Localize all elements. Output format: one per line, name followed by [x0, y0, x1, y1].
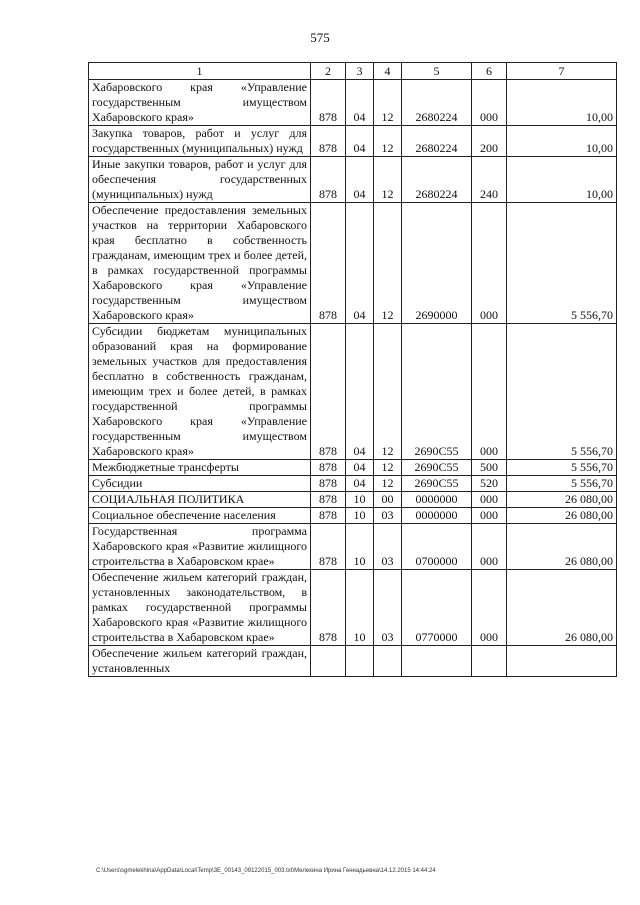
- row-target-cell: 2680224: [402, 80, 472, 126]
- row-subsection-cell: 00: [374, 492, 402, 508]
- row-section-cell: 04: [346, 324, 374, 460]
- table-row: [89, 157, 617, 203]
- row-name-cell: Закупка товаров, работ и услуг для государственных (муниципальных) нужд: [89, 126, 311, 157]
- row-amount-cell: 5 556,70: [507, 476, 617, 492]
- row-name-cell: Межбюджетные трансферты: [89, 460, 311, 476]
- row-expense-type-cell: 000: [472, 203, 507, 324]
- row-code-cell: 878: [311, 524, 346, 570]
- row-amount-cell: 10,00: [507, 126, 617, 157]
- row-expense-type-cell: 000: [472, 80, 507, 126]
- row-name-cell: Субсидии бюджетам муниципальных образований края на формирование земельных участков для предоставления бесплатно в собственность гражданам, имеющим трех и более детей, в рамках государственной программы Хабаровского края «Управление государственным имуществом Хабаровского края»: [89, 324, 311, 460]
- table-row: [89, 126, 617, 157]
- row-section-cell: 10: [346, 492, 374, 508]
- row-subsection-cell: 12: [374, 157, 402, 203]
- row-subsection-cell: 03: [374, 508, 402, 524]
- row-amount-cell: [507, 646, 617, 677]
- column-header: 3: [346, 63, 374, 80]
- row-code-cell: 878: [311, 476, 346, 492]
- row-name-cell: СОЦИАЛЬНАЯ ПОЛИТИКА: [89, 492, 311, 508]
- row-target-cell: 0770000: [402, 570, 472, 646]
- row-section-cell: 04: [346, 460, 374, 476]
- row-amount-cell: 26 080,00: [507, 492, 617, 508]
- column-header: 1: [89, 63, 311, 80]
- row-code-cell: 878: [311, 508, 346, 524]
- row-name-cell: Хабаровского края «Управление государственным имуществом Хабаровского края»: [89, 80, 311, 126]
- row-name-cell: Обеспечение жильем категорий граждан, установленных: [89, 646, 311, 677]
- row-section-cell: 10: [346, 570, 374, 646]
- row-code-cell: 878: [311, 492, 346, 508]
- row-expense-type-cell: 000: [472, 508, 507, 524]
- row-code-cell: 878: [311, 80, 346, 126]
- row-code-cell: 878: [311, 203, 346, 324]
- row-amount-cell: 10,00: [507, 80, 617, 126]
- row-expense-type-cell: 000: [472, 570, 507, 646]
- table-row: [89, 460, 617, 476]
- footer-file-path: C:\Users\sgmelekhina\AppData\Local\Temp\3E_00143_09122015_003.txt\Мелехина Ирина Геннадьевна\14.12.2015 14:44:24: [96, 868, 436, 874]
- row-target-cell: 2690000: [402, 203, 472, 324]
- table-header-row: [89, 63, 617, 80]
- table-row: [89, 492, 617, 508]
- row-name-cell: Субсидии: [89, 476, 311, 492]
- table-row: [89, 508, 617, 524]
- row-expense-type-cell: 240: [472, 157, 507, 203]
- row-amount-cell: 26 080,00: [507, 570, 617, 646]
- table-row: [89, 524, 617, 570]
- row-subsection-cell: 03: [374, 524, 402, 570]
- row-target-cell: 0000000: [402, 492, 472, 508]
- row-target-cell: 0700000: [402, 524, 472, 570]
- table-row: [89, 476, 617, 492]
- row-target-cell: 2690C55: [402, 324, 472, 460]
- row-code-cell: 878: [311, 157, 346, 203]
- table-row: [89, 646, 617, 677]
- row-expense-type-cell: 000: [472, 324, 507, 460]
- row-subsection-cell: 12: [374, 476, 402, 492]
- row-target-cell: [402, 646, 472, 677]
- row-subsection-cell: 12: [374, 80, 402, 126]
- row-target-cell: 2690C55: [402, 460, 472, 476]
- table-row: [89, 570, 617, 646]
- table-row: [89, 203, 617, 324]
- row-section-cell: 04: [346, 203, 374, 324]
- row-expense-type-cell: 500: [472, 460, 507, 476]
- row-subsection-cell: 12: [374, 324, 402, 460]
- row-subsection-cell: 03: [374, 570, 402, 646]
- column-header: 2: [311, 63, 346, 80]
- table-row: [89, 324, 617, 460]
- row-expense-type-cell: 200: [472, 126, 507, 157]
- column-header: 4: [374, 63, 402, 80]
- row-code-cell: 878: [311, 460, 346, 476]
- row-name-cell: Иные закупки товаров, работ и услуг для обеспечения государственных (муниципальных) нужд: [89, 157, 311, 203]
- row-amount-cell: 26 080,00: [507, 508, 617, 524]
- row-name-cell: Обеспечение жильем категорий граждан, установленных законодательством, в рамках государственной программы Хабаровского края «Развитие жилищного строительства в Хабаровском крае»: [89, 570, 311, 646]
- row-name-cell: Государственная программа Хабаровского края «Развитие жилищного строительства в Хабаровском крае»: [89, 524, 311, 570]
- row-subsection-cell: 12: [374, 203, 402, 324]
- column-header: 7: [507, 63, 617, 80]
- row-code-cell: 878: [311, 570, 346, 646]
- row-amount-cell: 26 080,00: [507, 524, 617, 570]
- row-expense-type-cell: 000: [472, 524, 507, 570]
- row-amount-cell: 5 556,70: [507, 460, 617, 476]
- column-header: 5: [402, 63, 472, 80]
- row-target-cell: 0000000: [402, 508, 472, 524]
- table-row: [89, 80, 617, 126]
- row-name-cell: Обеспечение предоставления земельных участков на территории Хабаровского края бесплатно в собственность гражданам, имеющим трех и более детей, в рамках государственной программы Хабаровского края «Управление государственным имуществом Хабаровского края»: [89, 203, 311, 324]
- row-section-cell: 04: [346, 476, 374, 492]
- row-section-cell: [346, 646, 374, 677]
- row-expense-type-cell: [472, 646, 507, 677]
- row-code-cell: [311, 646, 346, 677]
- row-expense-type-cell: 000: [472, 492, 507, 508]
- row-target-cell: 2690C55: [402, 476, 472, 492]
- row-amount-cell: 10,00: [507, 157, 617, 203]
- row-amount-cell: 5 556,70: [507, 324, 617, 460]
- page-number: 575: [310, 30, 330, 45]
- row-subsection-cell: [374, 646, 402, 677]
- row-section-cell: 10: [346, 524, 374, 570]
- row-subsection-cell: 12: [374, 460, 402, 476]
- budget-table: [88, 62, 617, 677]
- row-target-cell: 2680224: [402, 157, 472, 203]
- row-section-cell: 04: [346, 126, 374, 157]
- row-code-cell: 878: [311, 126, 346, 157]
- row-amount-cell: 5 556,70: [507, 203, 617, 324]
- row-target-cell: 2680224: [402, 126, 472, 157]
- row-expense-type-cell: 520: [472, 476, 507, 492]
- row-name-cell: Социальное обеспечение населения: [89, 508, 311, 524]
- column-header: 6: [472, 63, 507, 80]
- row-subsection-cell: 12: [374, 126, 402, 157]
- row-section-cell: 10: [346, 508, 374, 524]
- row-section-cell: 04: [346, 157, 374, 203]
- row-code-cell: 878: [311, 324, 346, 460]
- row-section-cell: 04: [346, 80, 374, 126]
